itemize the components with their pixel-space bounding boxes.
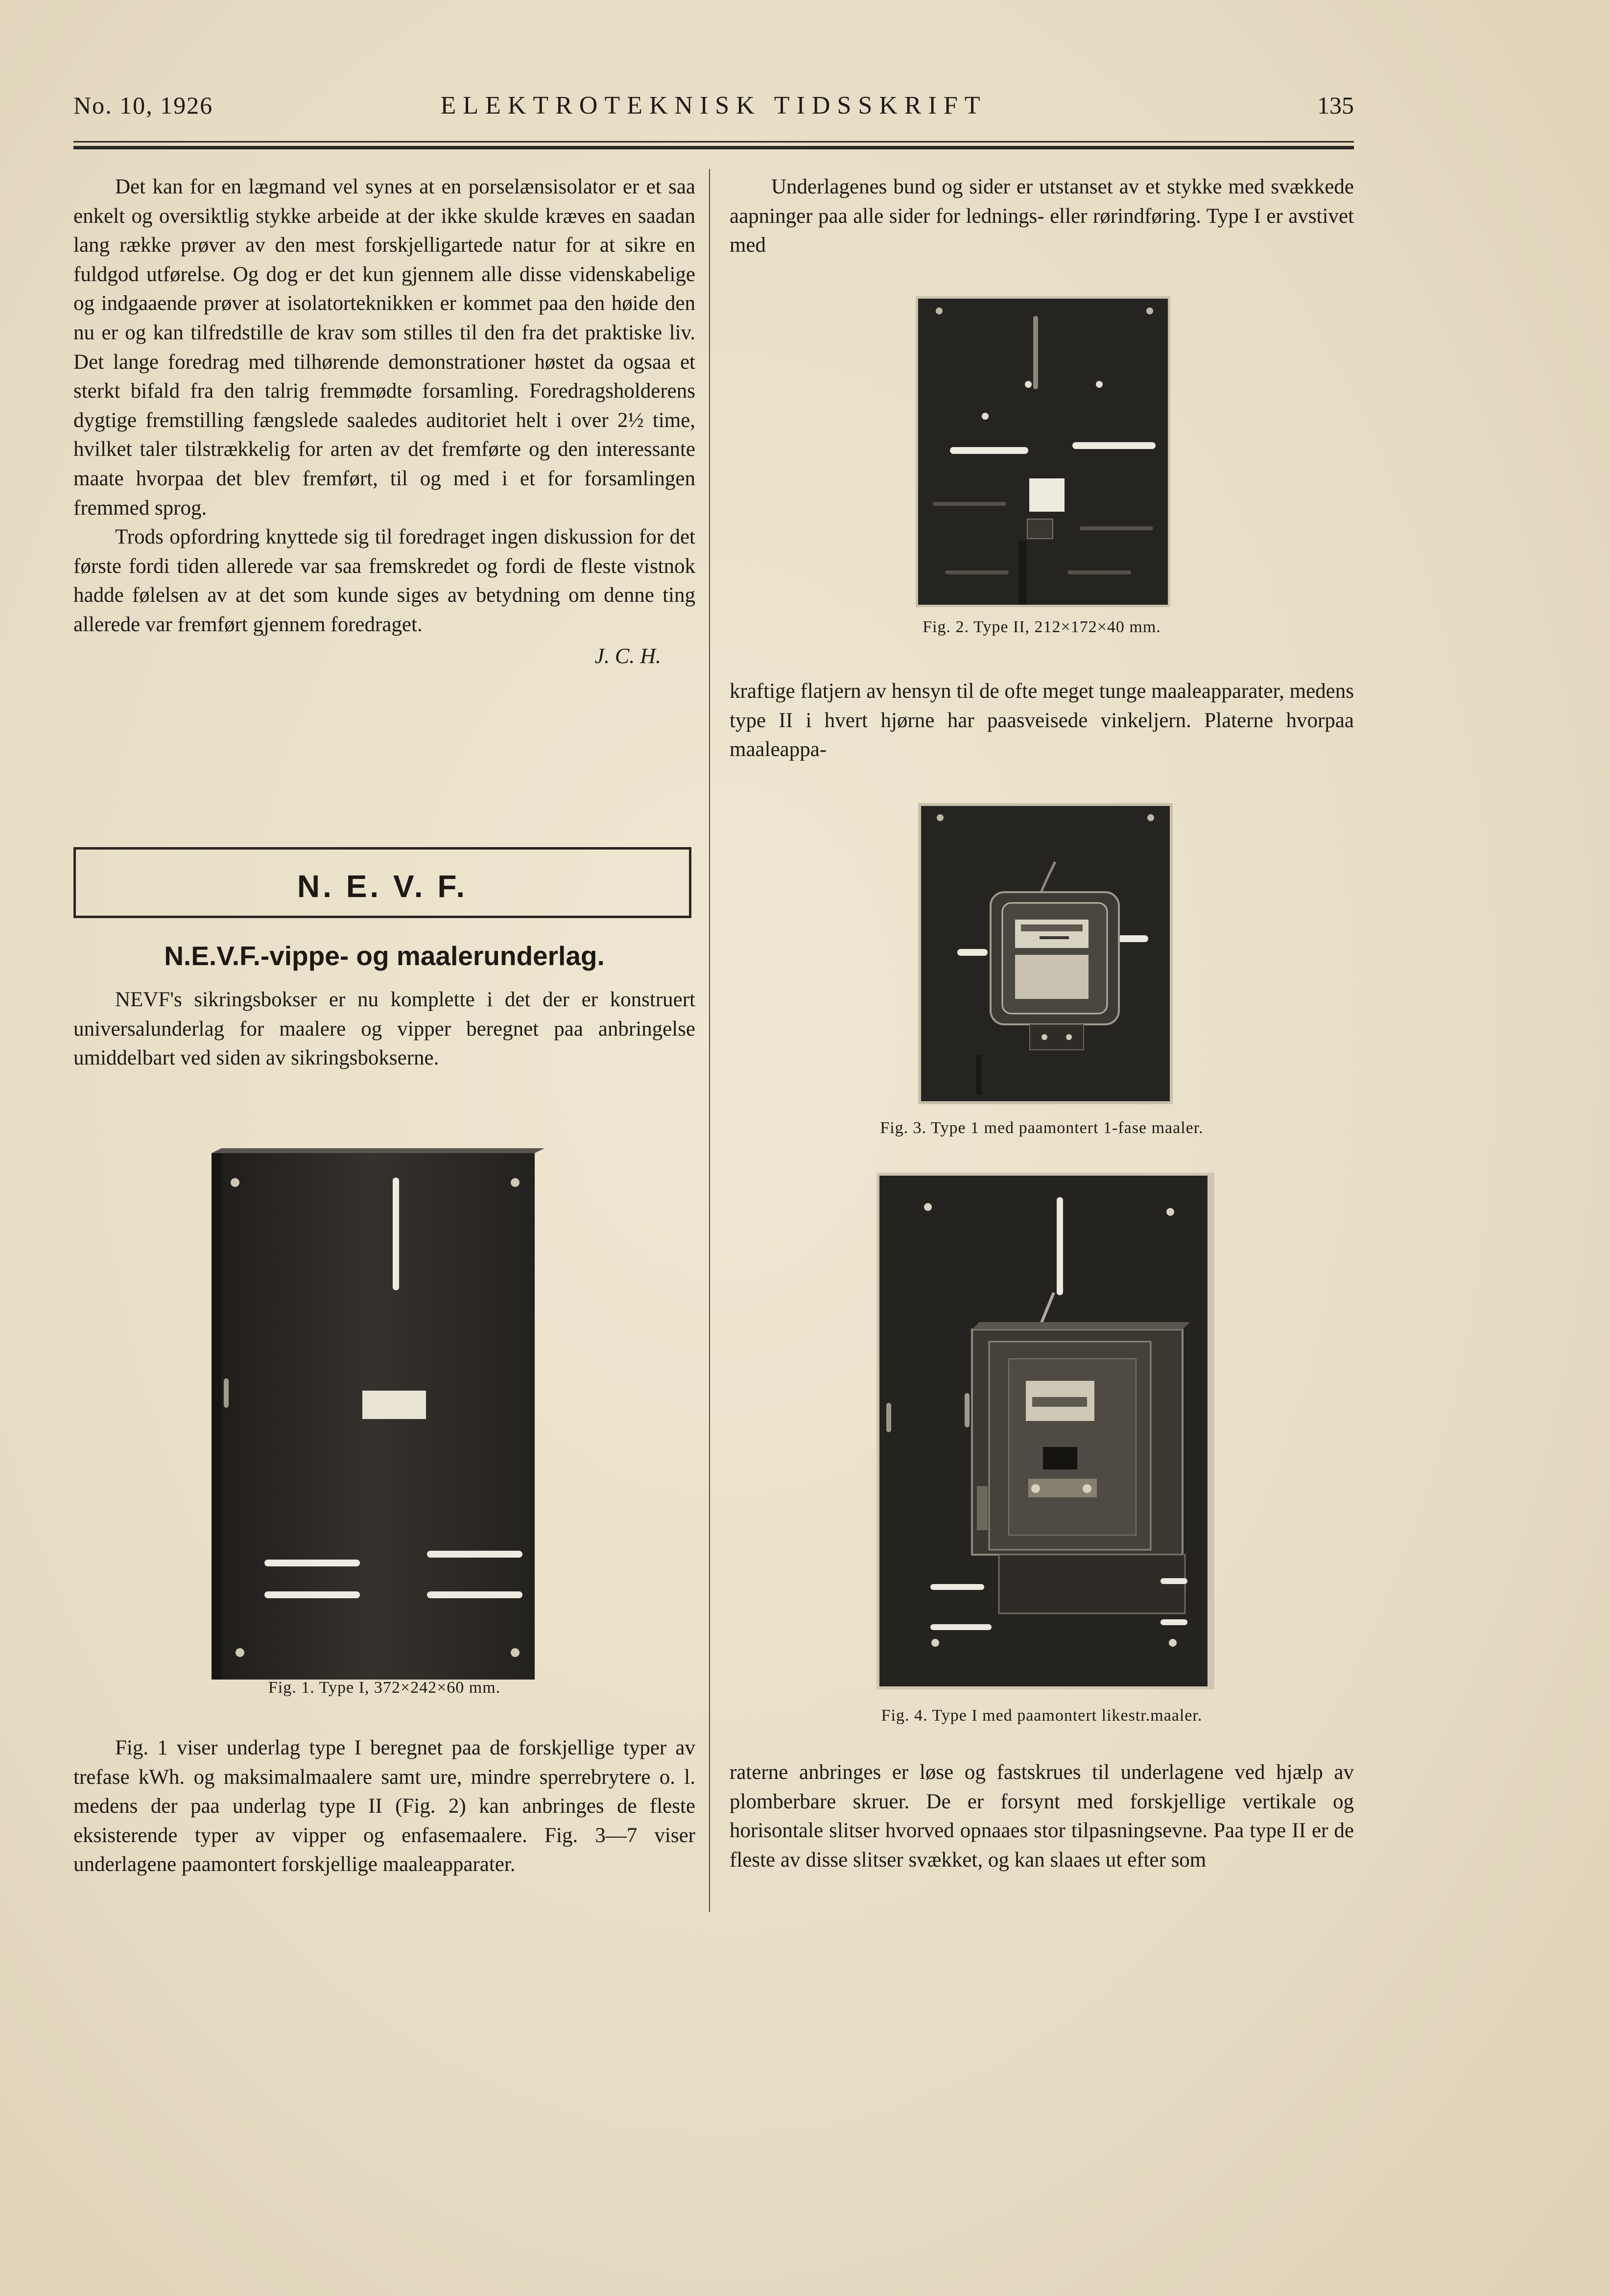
board-with-dc-meter-photo bbox=[876, 1173, 1214, 1689]
right-column-middle bbox=[730, 677, 1354, 764]
meter-board-type-2-photo bbox=[916, 296, 1170, 607]
column-divider bbox=[709, 169, 710, 1912]
running-header bbox=[73, 91, 1354, 120]
board-with-single-phase-meter-photo bbox=[918, 803, 1173, 1104]
header-rule-thick bbox=[73, 146, 1354, 149]
fig3-photo bbox=[918, 803, 1173, 1107]
section-heading-box bbox=[73, 847, 691, 918]
right-column-bottom bbox=[730, 1758, 1354, 1874]
fig4-caption: Fig. 4. Type I med paamontert likestr.maaler. bbox=[881, 1706, 1203, 1725]
fig3-caption: Fig. 3. Type 1 med paamontert 1-fase maaler. bbox=[880, 1119, 1204, 1137]
journal-title: ELEKTROTEKNISK TIDSSKRIFT bbox=[440, 92, 987, 119]
left-paragraph-4: Fig. 1 viser underlag type I beregnet paa de forskjellige typer av trefase kWh. og maksimalmaalere samt ure, mindre sperrebrytere o. l. medens der paa underlag type II (Fig. 2) kan anbringes de fleste eksisterende typer av vipper og enfasemaalere. Fig. 3—7 viser underlagene paamontert forskjellige maaleapparater. bbox=[73, 1736, 695, 1876]
left-paragraph-1: Det kan for en lægmand vel synes at en porselænsisolator er et saa enkelt og oversiktlig stykke arbeide at der ikke skulde kræves en saadan lang række prøver av den mest forskjelligartede natur for at sikre en fuldgod utførelse. Og dog er det kun gjennem alle disse videnskabelige og indgaaende prøver at isolatorteknikken er kommet paa den høide den nu er og kan tilfredstille de krav som stilles til den fra det praktiske liv. Det lange foredrag med tilhørende demonstrationer høstet da ogsaa et sterkt bifald fra den talrig fremmødte forsamling. Foredragsholderens dygtige fremstilling fængslede saaledes auditoriet helt i over 2½ time, hvilket taler tilstrækkelig for arten av det fremførte og den interessante maate hvorpaa det blev fremført, til og med i et for forsamlingen fremmed sprog. bbox=[73, 175, 695, 520]
right-column-top bbox=[730, 172, 1354, 260]
page-number: 135 bbox=[1317, 92, 1354, 119]
section-heading: N. E. V. F. bbox=[297, 869, 468, 904]
fig4-photo bbox=[876, 1173, 1214, 1692]
right-paragraph-3: raterne anbringes er løse og fastskrues til underlagene ved hjælp av plomberbare skruer. De er forsynt med forskjellige vertikale og horisontale slitser hvorved opnaaes stor tilpasningsevne. Paa type II er de fleste av disse slitser svækket, og kan slaaes ut efter som bbox=[730, 1761, 1354, 1871]
left-paragraph-2: Trods opfordring knyttede sig til foredraget ingen diskussion for det første fordi tiden allerede var saa fremskredet og fordi de fleste vistnok hadde følelsen av at det som kunde siges av betydning om denne ting allerede var fremført gjennem foredraget. bbox=[73, 525, 695, 636]
meter-board-type-1-photo bbox=[212, 1148, 545, 1684]
issue-number: No. 10, 1926 bbox=[73, 92, 213, 119]
article-title: N.E.V.F.-vippe- og maalerunderlag. bbox=[164, 941, 605, 971]
left-paragraph-3: NEVF's sikringsbokser er nu komplette i det der er konstruert universalunderlag for maalere og vipper beregnet paa anbringelse umiddelbart ved siden av sikringsbokserne. bbox=[73, 988, 695, 1070]
fig2-caption: Fig. 2. Type II, 212×172×40 mm. bbox=[923, 618, 1161, 636]
left-column-top bbox=[73, 172, 695, 668]
left-article-intro bbox=[73, 985, 695, 1073]
fig1-caption: Fig. 1. Type I, 372×242×60 mm. bbox=[268, 1679, 501, 1697]
fig2-photo bbox=[916, 296, 1170, 610]
left-column-bottom bbox=[73, 1733, 695, 1879]
author-signature: J. C. H. bbox=[594, 643, 661, 668]
right-paragraph-1: Underlagenes bund og sider er utstanset av et stykke med svækkede aapninger paa alle sider for lednings- eller rørindføring. Type I er avstivet med bbox=[730, 175, 1354, 257]
right-paragraph-2: kraftige flatjern av hensyn til de ofte meget tunge maaleapparater, medens type II i hvert hjørne har paasveisede vinkeljern. Platerne hvorpaa maaleappa- bbox=[730, 680, 1354, 761]
fig1-photo bbox=[212, 1148, 545, 1687]
header-rule-thin bbox=[73, 141, 1354, 142]
